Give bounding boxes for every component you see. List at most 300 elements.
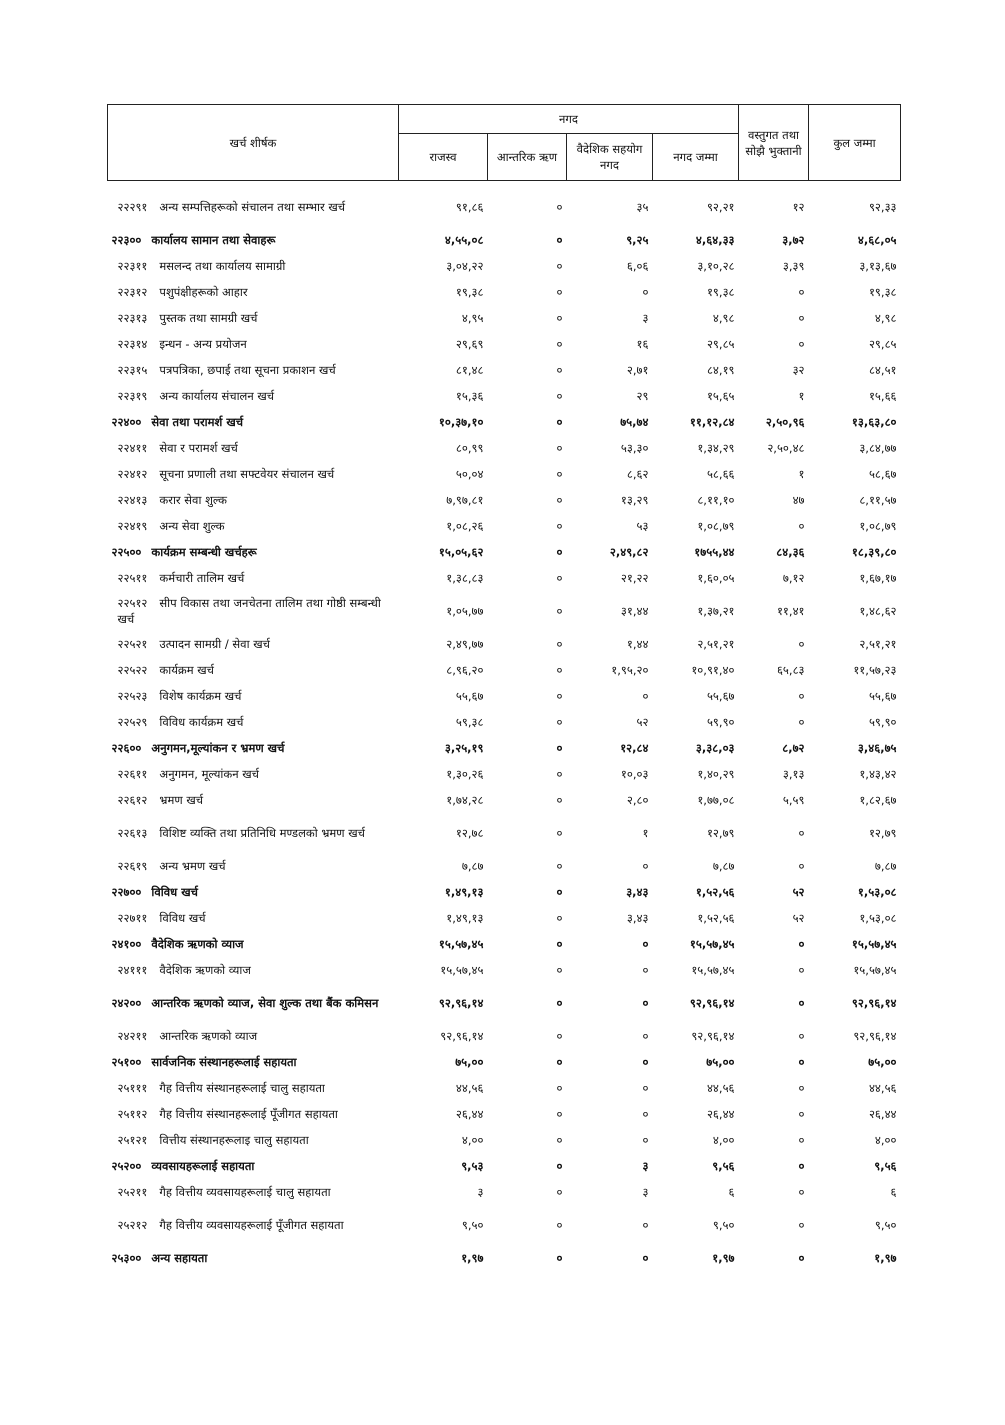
row-label: पशुपंक्षीहरूको आहार [159, 285, 248, 299]
cell-foreign: १६ [636, 337, 649, 351]
row-description [108, 409, 399, 435]
cell-foreign: ३५ [636, 200, 649, 214]
cell-foreign: ३,४३ [626, 911, 649, 925]
cell-internal: ० [556, 1185, 563, 1199]
cell-in-kind: ० [798, 311, 805, 325]
cell-foreign: ० [642, 285, 649, 299]
cell-revenue: १५,५७,४५ [438, 937, 484, 951]
cell-internal: ० [556, 1029, 563, 1043]
cell-internal: ० [556, 937, 563, 951]
cell-foreign: २९ [636, 389, 649, 403]
cell-revenue: ३,२५,१९ [444, 741, 484, 755]
row-label: अन्य सहायता [151, 1251, 208, 1265]
row-code: २२३१९ [117, 389, 148, 403]
cell-cash-total: १,५२,५६ [695, 885, 735, 899]
cell-total: १५,५७,४५ [853, 963, 897, 977]
cell-internal: ० [556, 1107, 563, 1121]
row-label: आन्तरिक ऋणको व्याज, सेवा शुल्क तथा बैंक कमिसन [151, 996, 379, 1010]
cell-cash-total: ३,३८,०३ [695, 741, 735, 755]
cell-revenue: १२,७८ [455, 826, 484, 840]
cell-foreign: २१,२२ [620, 571, 649, 585]
cell-in-kind: ३,३९ [782, 259, 805, 273]
cell-foreign: ० [642, 859, 649, 873]
cell-internal: ० [556, 467, 563, 481]
row-code: २२३०० [111, 233, 142, 247]
cell-internal: ० [556, 259, 563, 273]
header-total: कुल जम्मा [809, 105, 901, 181]
cell-revenue: ८१,४८ [455, 363, 484, 377]
row-description [108, 1101, 399, 1127]
row-label: सूचना प्रणाली तथा सफ्टवेयर संचालन खर्च [159, 467, 335, 481]
cell-revenue: ९,५० [461, 1218, 484, 1232]
row-code: २५१०० [111, 1055, 142, 1069]
row-label: अन्य सेवा शुल्क [159, 519, 225, 533]
row-description [108, 539, 399, 565]
cell-revenue: ३ [477, 1185, 484, 1199]
cell-revenue: १,३०,२६ [446, 767, 484, 781]
cell-internal: ० [556, 389, 563, 403]
cell-in-kind: २,५०,९६ [765, 415, 805, 429]
cell-total: ५५,६७ [868, 689, 897, 703]
cell-in-kind: ० [798, 285, 805, 299]
row-description [108, 435, 399, 461]
cell-internal: ० [556, 415, 563, 429]
cell-revenue: १,३८,८३ [446, 571, 484, 585]
header-expense-title: खर्च शीर्षक [108, 105, 399, 181]
cell-cash-total: १०,९१,४० [691, 663, 735, 677]
cell-revenue: २९,६९ [455, 337, 484, 351]
row-code: २२४१३ [117, 493, 148, 507]
cell-internal: ० [556, 519, 563, 533]
cell-revenue: २६,४४ [455, 1107, 484, 1121]
table-row-group [108, 983, 901, 1023]
cell-in-kind: ० [798, 1055, 805, 1069]
row-description [108, 813, 399, 853]
cell-foreign: १ [642, 826, 649, 840]
cell-in-kind: ३,१३ [782, 767, 805, 781]
cell-total: ११,५७,२३ [853, 663, 897, 677]
header-cash-total: नगद जम्मा [653, 134, 739, 181]
cell-foreign: ० [642, 937, 649, 951]
row-description [108, 905, 399, 931]
cell-in-kind: ० [798, 637, 805, 651]
row-code: २५३०० [111, 1251, 142, 1265]
cell-total: १५,५७,४५ [851, 937, 897, 951]
row-description [108, 631, 399, 657]
cell-foreign: ३ [642, 1159, 649, 1173]
cell-in-kind: ० [798, 337, 805, 351]
table-row [108, 709, 901, 735]
cell-in-kind: ० [798, 859, 805, 873]
cell-in-kind: ८,७२ [782, 741, 805, 755]
row-description [108, 227, 399, 253]
cell-foreign: २,८० [626, 793, 649, 807]
row-code: २२४११ [117, 441, 148, 455]
cell-internal: ० [556, 200, 563, 214]
cell-total: २६,४४ [868, 1107, 897, 1121]
header-internal-loan: आन्तरिक ऋण [488, 134, 567, 181]
cell-internal: ० [556, 663, 563, 677]
row-code: २४२११ [117, 1029, 148, 1043]
cell-total: ९२,३३ [868, 200, 897, 214]
cell-in-kind: २,५०,४८ [767, 441, 805, 455]
table-row [108, 787, 901, 813]
row-code: २५११२ [117, 1107, 148, 1121]
expense-table-sheet [107, 104, 900, 1271]
table-row [108, 565, 901, 591]
cell-total: १३,६३,८० [851, 415, 897, 429]
cell-foreign: ३१,४४ [620, 604, 649, 618]
cell-cash-total: १५,५७,४५ [689, 937, 735, 951]
table-row [108, 181, 901, 228]
row-description [108, 253, 399, 279]
cell-total: ४४,५६ [868, 1081, 897, 1095]
cell-in-kind: ११,४१ [776, 604, 805, 618]
table-row-group [108, 227, 901, 253]
row-label: इन्धन - अन्य प्रयोजन [159, 337, 247, 351]
cell-in-kind: ७,१२ [782, 571, 805, 585]
cell-internal: ० [556, 311, 563, 325]
cell-total: ५९,९० [868, 715, 897, 729]
table-row [108, 513, 901, 539]
row-label: गैह वित्तीय संस्थानहरूलाई चालु सहायता [159, 1081, 325, 1095]
row-description [108, 357, 399, 383]
cell-internal: ० [556, 1133, 563, 1147]
row-code: २२५२९ [117, 715, 148, 729]
table-row [108, 1205, 901, 1245]
row-code: २२५२२ [117, 663, 148, 677]
cell-foreign: ५३ [636, 519, 649, 533]
cell-internal: ० [556, 963, 563, 977]
row-label: सेवा र परामर्श खर्च [159, 441, 238, 455]
table-row [108, 305, 901, 331]
cell-cash-total: ५८,६६ [706, 467, 735, 481]
cell-total: ३,८४,७७ [859, 441, 897, 455]
cell-internal: ० [556, 604, 563, 618]
cell-internal: ० [556, 493, 563, 507]
cell-foreign: ९,२५ [626, 233, 649, 247]
cell-foreign: ५२ [636, 715, 649, 729]
row-code: २२३१५ [117, 363, 148, 377]
cell-revenue: ३,०४,२२ [446, 259, 484, 273]
row-label: वैदेशिक ऋणको व्याज [151, 937, 244, 951]
cell-foreign: १३,२९ [620, 493, 649, 507]
cell-foreign: २,४९,८२ [609, 545, 649, 559]
cell-in-kind: ६५,८३ [776, 663, 805, 677]
cell-foreign: ७५,७४ [620, 415, 649, 429]
cell-cash-total: १,४०,२९ [697, 767, 735, 781]
cell-cash-total: ९२,२१ [706, 200, 735, 214]
cell-foreign: १०,०३ [620, 767, 649, 781]
table-row [108, 435, 901, 461]
cell-total: १,४८,६२ [859, 604, 897, 618]
cell-foreign: ५३,३० [620, 441, 649, 455]
cell-foreign: १,९५,२० [611, 663, 649, 677]
row-description [108, 331, 399, 357]
header-foreign-aid-cash: वैदेशिक सहयोग नगद [567, 134, 653, 181]
cell-foreign: ० [642, 1055, 649, 1069]
table-row [108, 331, 901, 357]
cell-in-kind: ५,५९ [782, 793, 805, 807]
cell-internal: ० [556, 637, 563, 651]
table-row-group [108, 1245, 901, 1271]
cell-in-kind: ० [798, 715, 805, 729]
cell-in-kind: ० [798, 1107, 805, 1121]
cell-cash-total: ५५,६७ [706, 689, 735, 703]
cell-total: १,८२,६७ [859, 793, 897, 807]
cell-cash-total: १२,७९ [706, 826, 735, 840]
cell-internal: ० [556, 337, 563, 351]
cell-internal: ० [556, 859, 563, 873]
row-label: गैह वित्तीय व्यवसायहरूलाई पूँजीगत सहायता [159, 1218, 344, 1232]
cell-in-kind: ० [798, 519, 805, 533]
row-code: २२७११ [117, 911, 148, 925]
cell-revenue: १,०५,७७ [446, 604, 484, 618]
row-label: उत्पादन सामग्री / सेवा खर्च [159, 637, 270, 651]
row-label: भ्रमण खर्च [159, 793, 204, 807]
row-label: विविध खर्च [159, 911, 206, 925]
table-row [108, 1127, 901, 1153]
cell-revenue: ९२,९६,१४ [440, 1029, 484, 1043]
cell-in-kind: ८४,३६ [776, 545, 805, 559]
cell-internal: ० [556, 1055, 563, 1069]
cell-total: १२,७९ [868, 826, 897, 840]
row-description [108, 983, 399, 1023]
cell-cash-total: १९,३८ [706, 285, 735, 299]
cell-internal: ० [556, 1251, 563, 1265]
cell-cash-total: ९,५० [712, 1218, 735, 1232]
row-code: २२६११ [117, 767, 148, 781]
row-description [108, 853, 399, 879]
cell-total: ४,०० [874, 1133, 897, 1147]
cell-in-kind: ५२ [792, 911, 805, 925]
cell-foreign: ० [642, 1133, 649, 1147]
cell-total: ७५,०० [868, 1055, 897, 1069]
row-code: २५१२१ [117, 1133, 148, 1147]
cell-revenue: ५५,६७ [455, 689, 484, 703]
row-description [108, 1245, 399, 1271]
cell-revenue: ७,९७,८१ [446, 493, 484, 507]
cell-revenue: ९१,८६ [455, 200, 484, 214]
cell-foreign: १२,८४ [620, 741, 649, 755]
row-code: २२५०० [111, 545, 142, 559]
cell-cash-total: १,६०,०५ [697, 571, 735, 585]
cell-cash-total: २६,४४ [706, 1107, 735, 1121]
cell-cash-total: ६ [728, 1185, 735, 1199]
table-row-group [108, 409, 901, 435]
cell-total: २९,८५ [868, 337, 897, 351]
row-label: वित्तीय संस्थानहरूलाइ चालु सहायता [159, 1133, 309, 1147]
cell-revenue: १,४९,१३ [444, 885, 484, 899]
cell-internal: ० [556, 1218, 563, 1232]
table-row-group [108, 539, 901, 565]
row-label: अन्य कार्यालय संचालन खर्च [159, 389, 275, 403]
cell-foreign: ० [642, 689, 649, 703]
cell-cash-total: १५,६५ [706, 389, 735, 403]
row-description [108, 657, 399, 683]
row-code: २२२९१ [117, 200, 148, 214]
cell-internal: ० [556, 996, 563, 1010]
cell-revenue: ४,९५ [461, 311, 484, 325]
cell-internal: ० [556, 285, 563, 299]
cell-cash-total: १,३४,२९ [697, 441, 735, 455]
cell-revenue: ९,५३ [461, 1159, 484, 1173]
cell-revenue: ५०,०४ [455, 467, 484, 481]
row-description [108, 1179, 399, 1205]
cell-internal: ० [556, 441, 563, 455]
table-row [108, 461, 901, 487]
row-description [108, 761, 399, 787]
cell-cash-total: २,५१,२१ [697, 637, 735, 651]
cell-in-kind: ० [798, 1218, 805, 1232]
cell-in-kind: ० [798, 937, 805, 951]
cell-internal: ० [556, 826, 563, 840]
row-description [108, 879, 399, 905]
cell-in-kind: ० [798, 1159, 805, 1173]
table-row [108, 1101, 901, 1127]
cell-revenue: ७५,०० [455, 1055, 484, 1069]
cell-foreign: ३ [642, 311, 649, 325]
row-description [108, 1075, 399, 1101]
cell-revenue: १५,०५,६२ [438, 545, 484, 559]
cell-internal: ० [556, 1159, 563, 1173]
cell-cash-total: ४,०० [712, 1133, 735, 1147]
cell-in-kind: ० [798, 1029, 805, 1043]
cell-revenue: ५९,३८ [455, 715, 484, 729]
row-code: २४१११ [117, 963, 148, 977]
cell-in-kind: ३२ [792, 363, 805, 377]
cell-cash-total: १५,५७,४५ [691, 963, 735, 977]
cell-cash-total: २९,८५ [706, 337, 735, 351]
row-label: विशिष्ट व्यक्ति तथा प्रतिनिधि मण्डलको भ्रमण खर्च [159, 826, 365, 840]
row-label: अन्य भ्रमण खर्च [159, 859, 226, 873]
row-description [108, 957, 399, 983]
row-code: २२७०० [111, 885, 142, 899]
cell-total: ८,११,५७ [859, 493, 897, 507]
row-description [108, 1153, 399, 1179]
cell-total: १,६७,१७ [859, 571, 897, 585]
cell-in-kind: ० [798, 1185, 805, 1199]
row-description [108, 1049, 399, 1075]
row-label: पुस्तक तथा सामग्री खर्च [159, 311, 258, 325]
row-code: २५१११ [117, 1081, 148, 1095]
cell-cash-total: ९२,९६,१४ [691, 1029, 735, 1043]
cell-total: ४,९८ [874, 311, 897, 325]
row-label: विविध खर्च [151, 885, 198, 899]
cell-in-kind: १ [798, 467, 805, 481]
table-row [108, 905, 901, 931]
cell-in-kind: ४७ [792, 493, 805, 507]
table-row [108, 1023, 901, 1049]
cell-total: १,९७ [874, 1251, 897, 1265]
cell-revenue: १९,३८ [455, 285, 484, 299]
cell-internal: ० [556, 571, 563, 585]
row-label: आन्तरिक ऋणको व्याज [159, 1029, 258, 1043]
row-description [108, 279, 399, 305]
cell-internal: ० [556, 363, 563, 377]
cell-revenue: ९२,९६,१४ [438, 996, 484, 1010]
cell-total: ४,६८,०५ [857, 233, 897, 247]
cell-in-kind: ० [798, 963, 805, 977]
cell-cash-total: १७५५,४४ [694, 545, 735, 559]
cell-cash-total: ४,९८ [712, 311, 735, 325]
cell-revenue: १,७४,२८ [446, 793, 484, 807]
row-description [108, 1127, 399, 1153]
cell-cash-total: ८,११,१० [697, 493, 735, 507]
table-row [108, 683, 901, 709]
table-row [108, 957, 901, 983]
row-description [108, 181, 399, 228]
row-description [108, 565, 399, 591]
cell-total: ५८,६७ [868, 467, 897, 481]
row-description [108, 683, 399, 709]
table-row-group [108, 1049, 901, 1075]
table-row [108, 487, 901, 513]
cell-total: ३,१३,६७ [859, 259, 897, 273]
cell-total: १९,३८ [868, 285, 897, 299]
cell-total: ९,५० [874, 1218, 897, 1232]
row-code: २२४१९ [117, 519, 148, 533]
table-row [108, 1075, 901, 1101]
cell-in-kind: ३,७२ [782, 233, 805, 247]
cell-total: ८४,५१ [868, 363, 897, 377]
cell-in-kind: ५२ [792, 885, 805, 899]
cell-cash-total: ८४,१९ [706, 363, 735, 377]
cell-in-kind: ० [798, 1133, 805, 1147]
row-code: २२५२१ [117, 637, 148, 651]
cell-foreign: ६,०६ [626, 259, 649, 273]
row-code: २४१०० [111, 937, 142, 951]
row-code: २५२१२ [117, 1218, 148, 1232]
cell-total: १,५३,०८ [859, 911, 897, 925]
table-row [108, 761, 901, 787]
cell-foreign: १,४४ [626, 637, 649, 651]
cell-cash-total: ९२,९६,१४ [689, 996, 735, 1010]
cell-revenue: १,९७ [461, 1251, 484, 1265]
cell-cash-total: ११,१२,८४ [689, 415, 735, 429]
row-label: पत्रपत्रिका, छपाई तथा सूचना प्रकाशन खर्च [159, 363, 336, 377]
cell-in-kind: ० [798, 1251, 805, 1265]
row-code: २२५१२ [117, 596, 148, 610]
header-in-kind: वस्तुगत तथा सोझै भुक्तानी [739, 105, 809, 181]
cell-total: २,५१,२१ [859, 637, 897, 651]
row-description [108, 1205, 399, 1245]
cell-cash-total: ४४,५६ [706, 1081, 735, 1095]
row-code: २२५२३ [117, 689, 148, 703]
cell-cash-total: ७,८७ [712, 859, 735, 873]
row-description [108, 461, 399, 487]
cell-revenue: ७,८७ [461, 859, 484, 873]
cell-total: ९२,९६,१४ [851, 996, 897, 1010]
cell-cash-total: ९,५६ [712, 1159, 735, 1173]
cell-cash-total: ५९,९० [706, 715, 735, 729]
cell-internal: ० [556, 793, 563, 807]
cell-revenue: ८०,९९ [455, 441, 484, 455]
cell-foreign: ० [642, 1107, 649, 1121]
row-description [108, 1023, 399, 1049]
cell-total: १,०८,७९ [859, 519, 897, 533]
cell-revenue: ४,०० [461, 1133, 484, 1147]
cell-in-kind: ० [798, 689, 805, 703]
cell-foreign: ० [642, 963, 649, 977]
row-description [108, 305, 399, 331]
row-label: विशेष कार्यक्रम खर्च [159, 689, 242, 703]
cell-total: ३,४६,७५ [857, 741, 897, 755]
cell-cash-total: ७५,०० [706, 1055, 735, 1069]
row-description [108, 487, 399, 513]
row-code: २५२११ [117, 1185, 148, 1199]
cell-in-kind: १२ [792, 200, 805, 214]
